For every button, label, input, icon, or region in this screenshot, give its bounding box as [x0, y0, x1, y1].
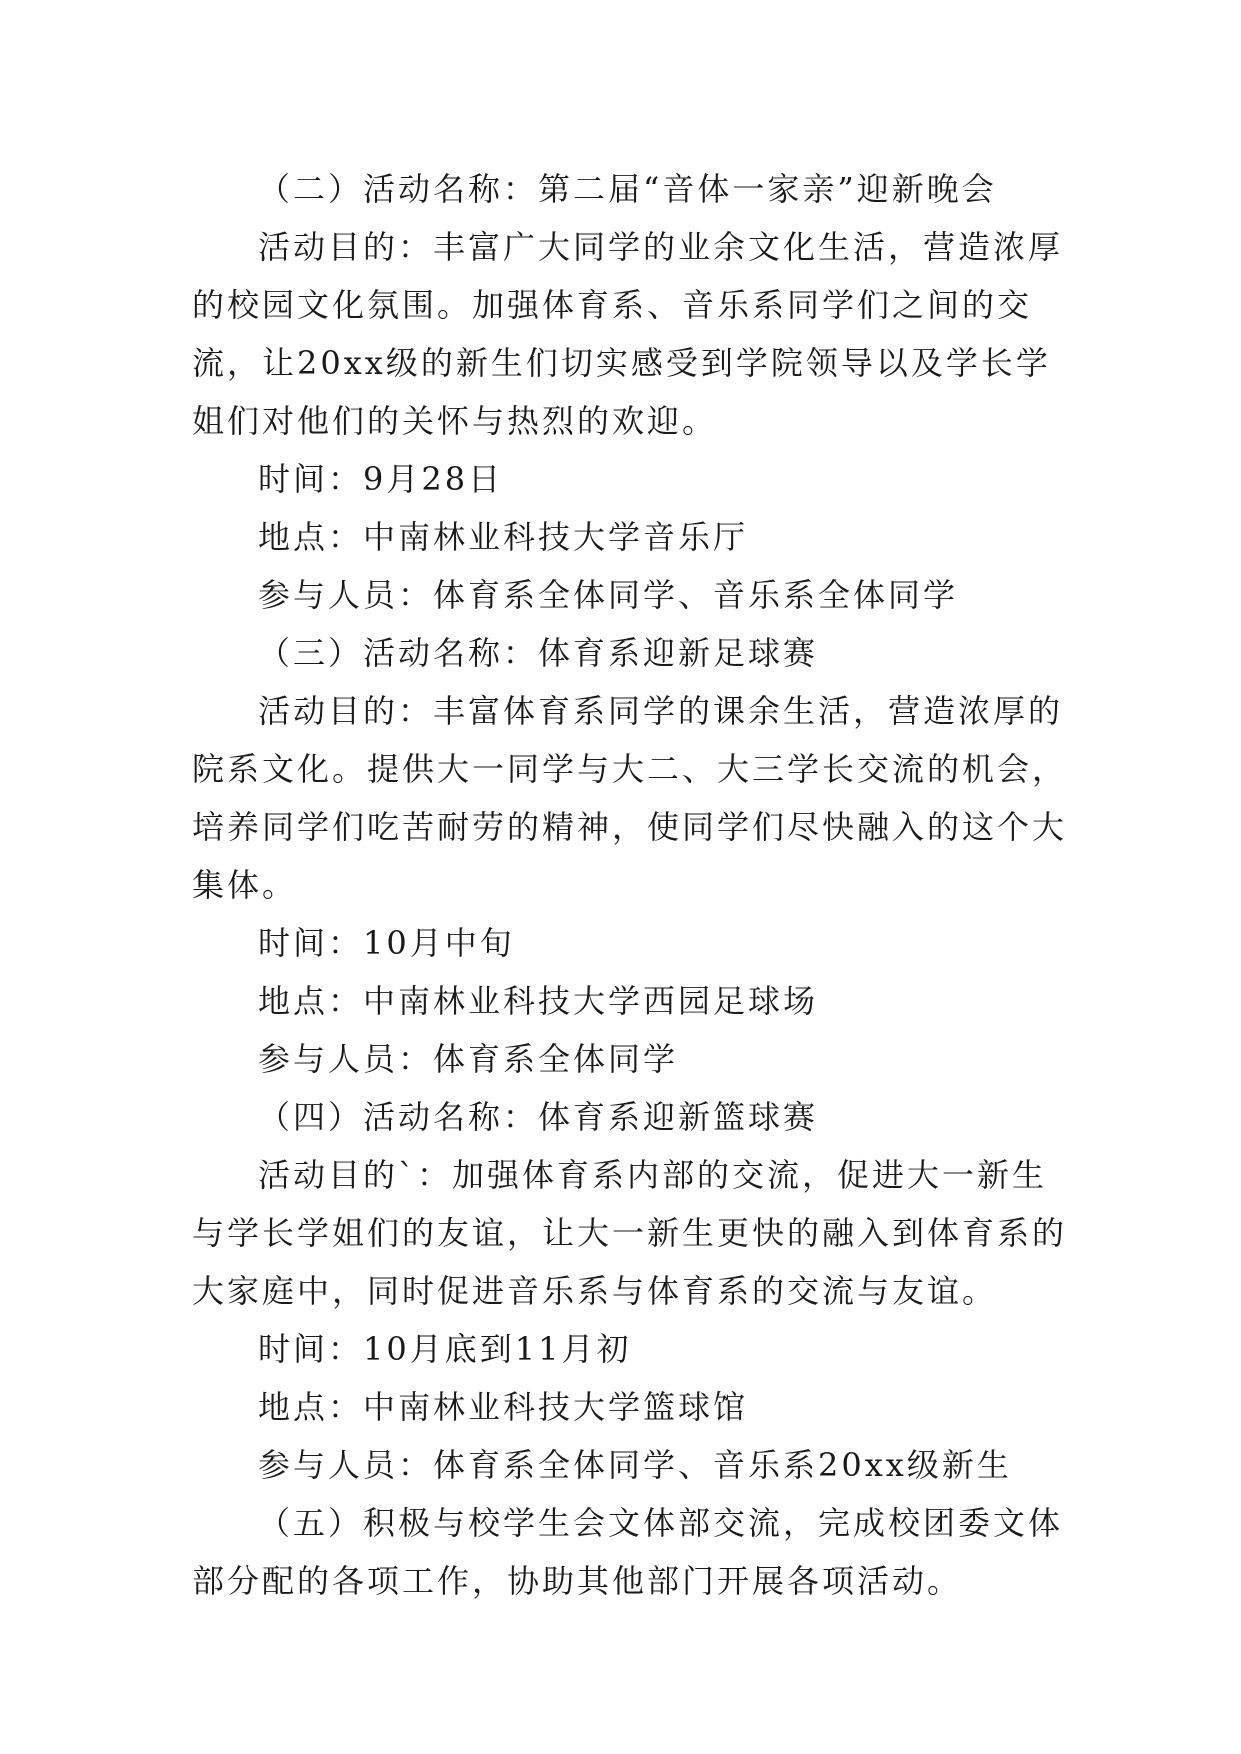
paragraph-activity-4-time: 时间：10月底到11月初	[258, 1330, 632, 1368]
paragraph-activity-3-location: 地点：中南林业科技大学西园足球场	[258, 982, 819, 1020]
paragraph-activity-3-purpose: 活动目的：丰富体育系同学的课余生活，营造浓厚的院系文化。提供大一同学与大二、大三学长交流的机会，培养同学们吃苦耐劳的精神，使同学们尽快融入的这个大集体。	[192, 692, 1068, 904]
paragraph-activity-4-title: （四）活动名称：体育系迎新篮球赛	[258, 1098, 819, 1136]
paragraph-activity-3-title: （三）活动名称：体育系迎新足球赛	[258, 634, 819, 672]
paragraph-activity-2-location: 地点：中南林业科技大学音乐厅	[258, 518, 749, 556]
paragraph-activity-5: （五）积极与校学生会文体部交流，完成校团委文体部分配的各项工作，协助其他部门开展各项活动。	[192, 1504, 1064, 1600]
paragraph-activity-2-time: 时间：9月28日	[258, 460, 504, 498]
paragraph-activity-3-participants: 参与人员：体育系全体同学	[258, 1040, 679, 1078]
paragraph-activity-4-purpose: 活动目的`：加强体育系内部的交流，促进大一新生与学长学姐们的友谊，让大一新生更快的融入到体育系的大家庭中，同时促进音乐系与体育系的交流与友谊。	[192, 1156, 1068, 1310]
paragraph-activity-2-title: （二）活动名称：第二届“音体一家亲”迎新晚会	[258, 170, 997, 208]
paragraph-activity-3-time: 时间：10月中旬	[258, 924, 515, 962]
paragraph-activity-2-participants: 参与人员：体育系全体同学、音乐系全体同学	[258, 576, 959, 614]
paragraph-activity-4-participants: 参与人员：体育系全体同学、音乐系20xx级新生	[258, 1446, 1012, 1484]
paragraph-activity-4-location: 地点：中南林业科技大学篮球馆	[258, 1388, 749, 1426]
document-body	[192, 160, 1067, 1610]
paragraph-activity-2-purpose: 活动目的：丰富广大同学的业余文化生活，营造浓厚的校园文化氛围。加强体育系、音乐系同学们之间的交流，让20xx级的新生们切实感受到学院领导以及学长学姐们对他们的关怀与热烈的欢迎。	[192, 228, 1064, 440]
